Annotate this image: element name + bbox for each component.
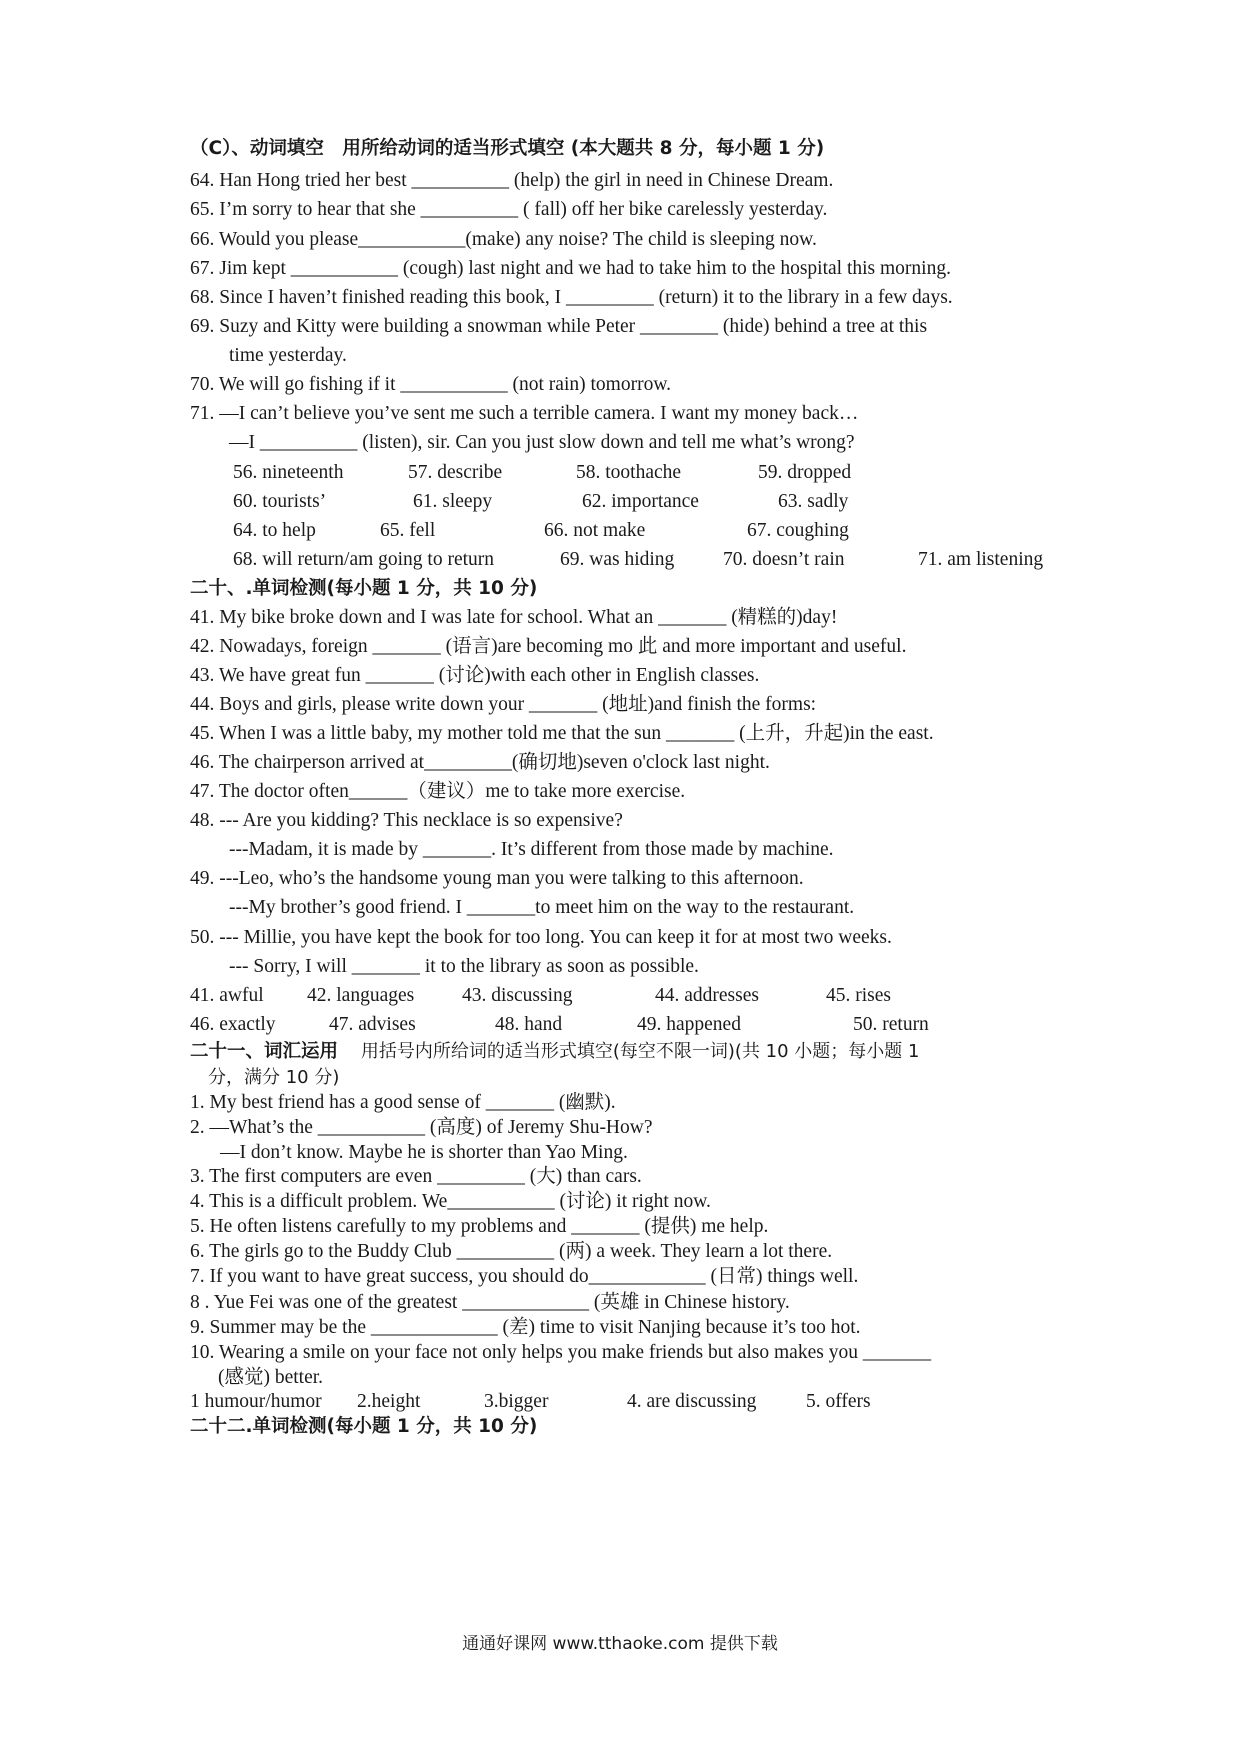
answer-item: 68. will return/am going to return xyxy=(233,549,495,570)
answer-item: 70. doesn’t rain xyxy=(723,549,845,570)
answer-item: 46. exactly xyxy=(190,1014,276,1035)
answer-item: 49. happened xyxy=(637,1014,741,1035)
section-c-heading: （C）、动词填空 用所给动词的适当形式填空 (本大题共 8 分，每小题 1 分) xyxy=(190,138,825,159)
answer-item: 45. rises xyxy=(826,985,891,1006)
question-66: 66. Would you please___________(make) any noise? The child is sleeping now. xyxy=(190,229,817,250)
vocab-question-8: 8 . Yue Fei was one of the greatest _____________ (英雄 in Chinese history. xyxy=(190,1292,790,1313)
page-footer: 通通好课网 www.tthaoke.com 提供下载 xyxy=(462,1634,778,1654)
answer-item: 5. offers xyxy=(806,1391,871,1412)
answer-item: 57. describe xyxy=(408,462,503,483)
vocab-question-3: 3. The first computers are even _________ (大) than cars. xyxy=(190,1166,642,1187)
question-48-line-1: 48. --- Are you kidding? This necklace is so expensive? xyxy=(190,810,623,831)
answer-item: 4. are discussing xyxy=(627,1391,757,1412)
vocab-question-9: 9. Summer may be the _____________ (差) time to visit Nanjing because it’s too hot. xyxy=(190,1317,861,1338)
question-71-line-2: —I __________ (listen), sir. Can you just slow down and tell me what’s wrong? xyxy=(229,432,855,453)
section-21-title: 二十一、词汇运用 xyxy=(190,1041,339,1062)
answer-item: 64. to help xyxy=(233,520,316,541)
question-70: 70. We will go fishing if it ___________ (not rain) tomorrow. xyxy=(190,374,672,395)
question-42: 42. Nowadays, foreign _______ (语言)are becoming mo 此 and more important and useful. xyxy=(190,636,907,657)
answer-item: 60. tourists’ xyxy=(233,491,327,512)
vocab-question-4: 4. This is a difficult problem. We___________ (讨论) it right now. xyxy=(190,1191,711,1212)
question-50-line-2: --- Sorry, I will _______ it to the library as soon as possible. xyxy=(229,956,699,977)
answer-item: 67. coughing xyxy=(747,520,849,541)
question-44: 44. Boys and girls, please write down your _______ (地址)and finish the forms: xyxy=(190,694,817,715)
answer-item: 65. fell xyxy=(380,520,436,541)
vocab-question-1: 1. My best friend has a good sense of _______ (幽默). xyxy=(190,1092,616,1113)
question-47: 47. The doctor often______（建议）me to take more exercise. xyxy=(190,781,686,802)
question-50-line-1: 50. --- Millie, you have kept the book for too long. You can keep it for at most two weeks. xyxy=(190,927,892,948)
question-68: 68. Since I haven’t finished reading this book, I _________ (return) it to the library in a few days. xyxy=(190,287,953,308)
section-20-heading: 二十、.单词检测(每小题 1 分，共 10 分) xyxy=(190,578,538,599)
answer-item: 44. addresses xyxy=(655,985,759,1006)
vocab-question-2-line-1: 2. —What’s the ___________ (高度) of Jeremy Shu-How? xyxy=(190,1117,653,1138)
vocab-question-5: 5. He often listens carefully to my problems and _______ (提供) me help. xyxy=(190,1216,769,1237)
vocab-question-10-line-2: (感觉) better. xyxy=(218,1367,324,1388)
answer-item: 50. return xyxy=(853,1014,929,1035)
answer-item: 48. hand xyxy=(495,1014,563,1035)
answer-item: 56. nineteenth xyxy=(233,462,344,483)
answer-item: 41. awful xyxy=(190,985,264,1006)
vocab-question-6: 6. The girls go to the Buddy Club __________ (两) a week. They learn a lot there. xyxy=(190,1241,833,1262)
section-22-heading: 二十二.单词检测(每小题 1 分，共 10 分) xyxy=(190,1416,538,1437)
answer-item: 71. am listening xyxy=(918,549,1044,570)
answer-item: 59. dropped xyxy=(758,462,852,483)
answer-item: 61. sleepy xyxy=(413,491,493,512)
answer-item: 62. importance xyxy=(582,491,699,512)
answer-item: 1 humour/humor xyxy=(190,1391,322,1412)
question-69-line-1: 69. Suzy and Kitty were building a snowman while Peter ________ (hide) behind a tree at this xyxy=(190,316,928,337)
question-49-line-1: 49. ---Leo, who’s the handsome young man you were talking to this afternoon. xyxy=(190,868,804,889)
question-71-line-1: 71. —I can’t believe you’ve sent me such a terrible camera. I want my money back… xyxy=(190,403,859,424)
vocab-question-2-line-2: —I don’t know. Maybe he is shorter than Yao Ming. xyxy=(220,1142,628,1163)
section-21-heading xyxy=(190,1039,919,1065)
question-65: 65. I’m sorry to hear that she __________ ( fall) off her bike carelessly yesterday. xyxy=(190,199,828,220)
question-67: 67. Jim kept ___________ (cough) last night and we had to take him to the hospital this morning. xyxy=(190,258,951,279)
answer-item: 58. toothache xyxy=(576,462,682,483)
answer-item: 43. discussing xyxy=(462,985,573,1006)
question-46: 46. The chairperson arrived at_________(确切地)seven o'clock last night. xyxy=(190,752,770,773)
answer-item: 47. advises xyxy=(329,1014,416,1035)
answer-item: 3.bigger xyxy=(484,1391,549,1412)
question-49-line-2: ---My brother’s good friend. I _______to meet him on the way to the restaurant. xyxy=(229,897,855,918)
vocab-question-7: 7. If you want to have great success, you should do____________ (日常) things well. xyxy=(190,1266,859,1287)
question-69-line-2: time yesterday. xyxy=(229,345,347,366)
section-21-instructions: 用括号内所给词的适当形式填空(每空不限一词)(共 10 小题；每小题 1 xyxy=(360,1041,920,1062)
vocab-question-10-line-1: 10. Wearing a smile on your face not only helps you make friends but also makes you _______ xyxy=(190,1342,932,1363)
answer-item: 2.height xyxy=(357,1391,421,1412)
answer-item: 66. not make xyxy=(544,520,646,541)
answer-item: 63. sadly xyxy=(778,491,849,512)
question-64: 64. Han Hong tried her best __________ (help) the girl in need in Chinese Dream. xyxy=(190,170,834,191)
answer-item: 69. was hiding xyxy=(560,549,675,570)
question-41: 41. My bike broke down and I was late for school. What an _______ (精糕的)day! xyxy=(190,607,838,628)
question-43: 43. We have great fun _______ (讨论)with each other in English classes. xyxy=(190,665,760,686)
section-21-instructions-cont: 分，满分 10 分) xyxy=(208,1067,340,1088)
question-48-line-2: ---Madam, it is made by _______. It’s different from those made by machine. xyxy=(229,839,834,860)
question-45: 45. When I was a little baby, my mother told me that the sun _______ (上升，升起)in the east. xyxy=(190,723,934,744)
answer-item: 42. languages xyxy=(307,985,415,1006)
